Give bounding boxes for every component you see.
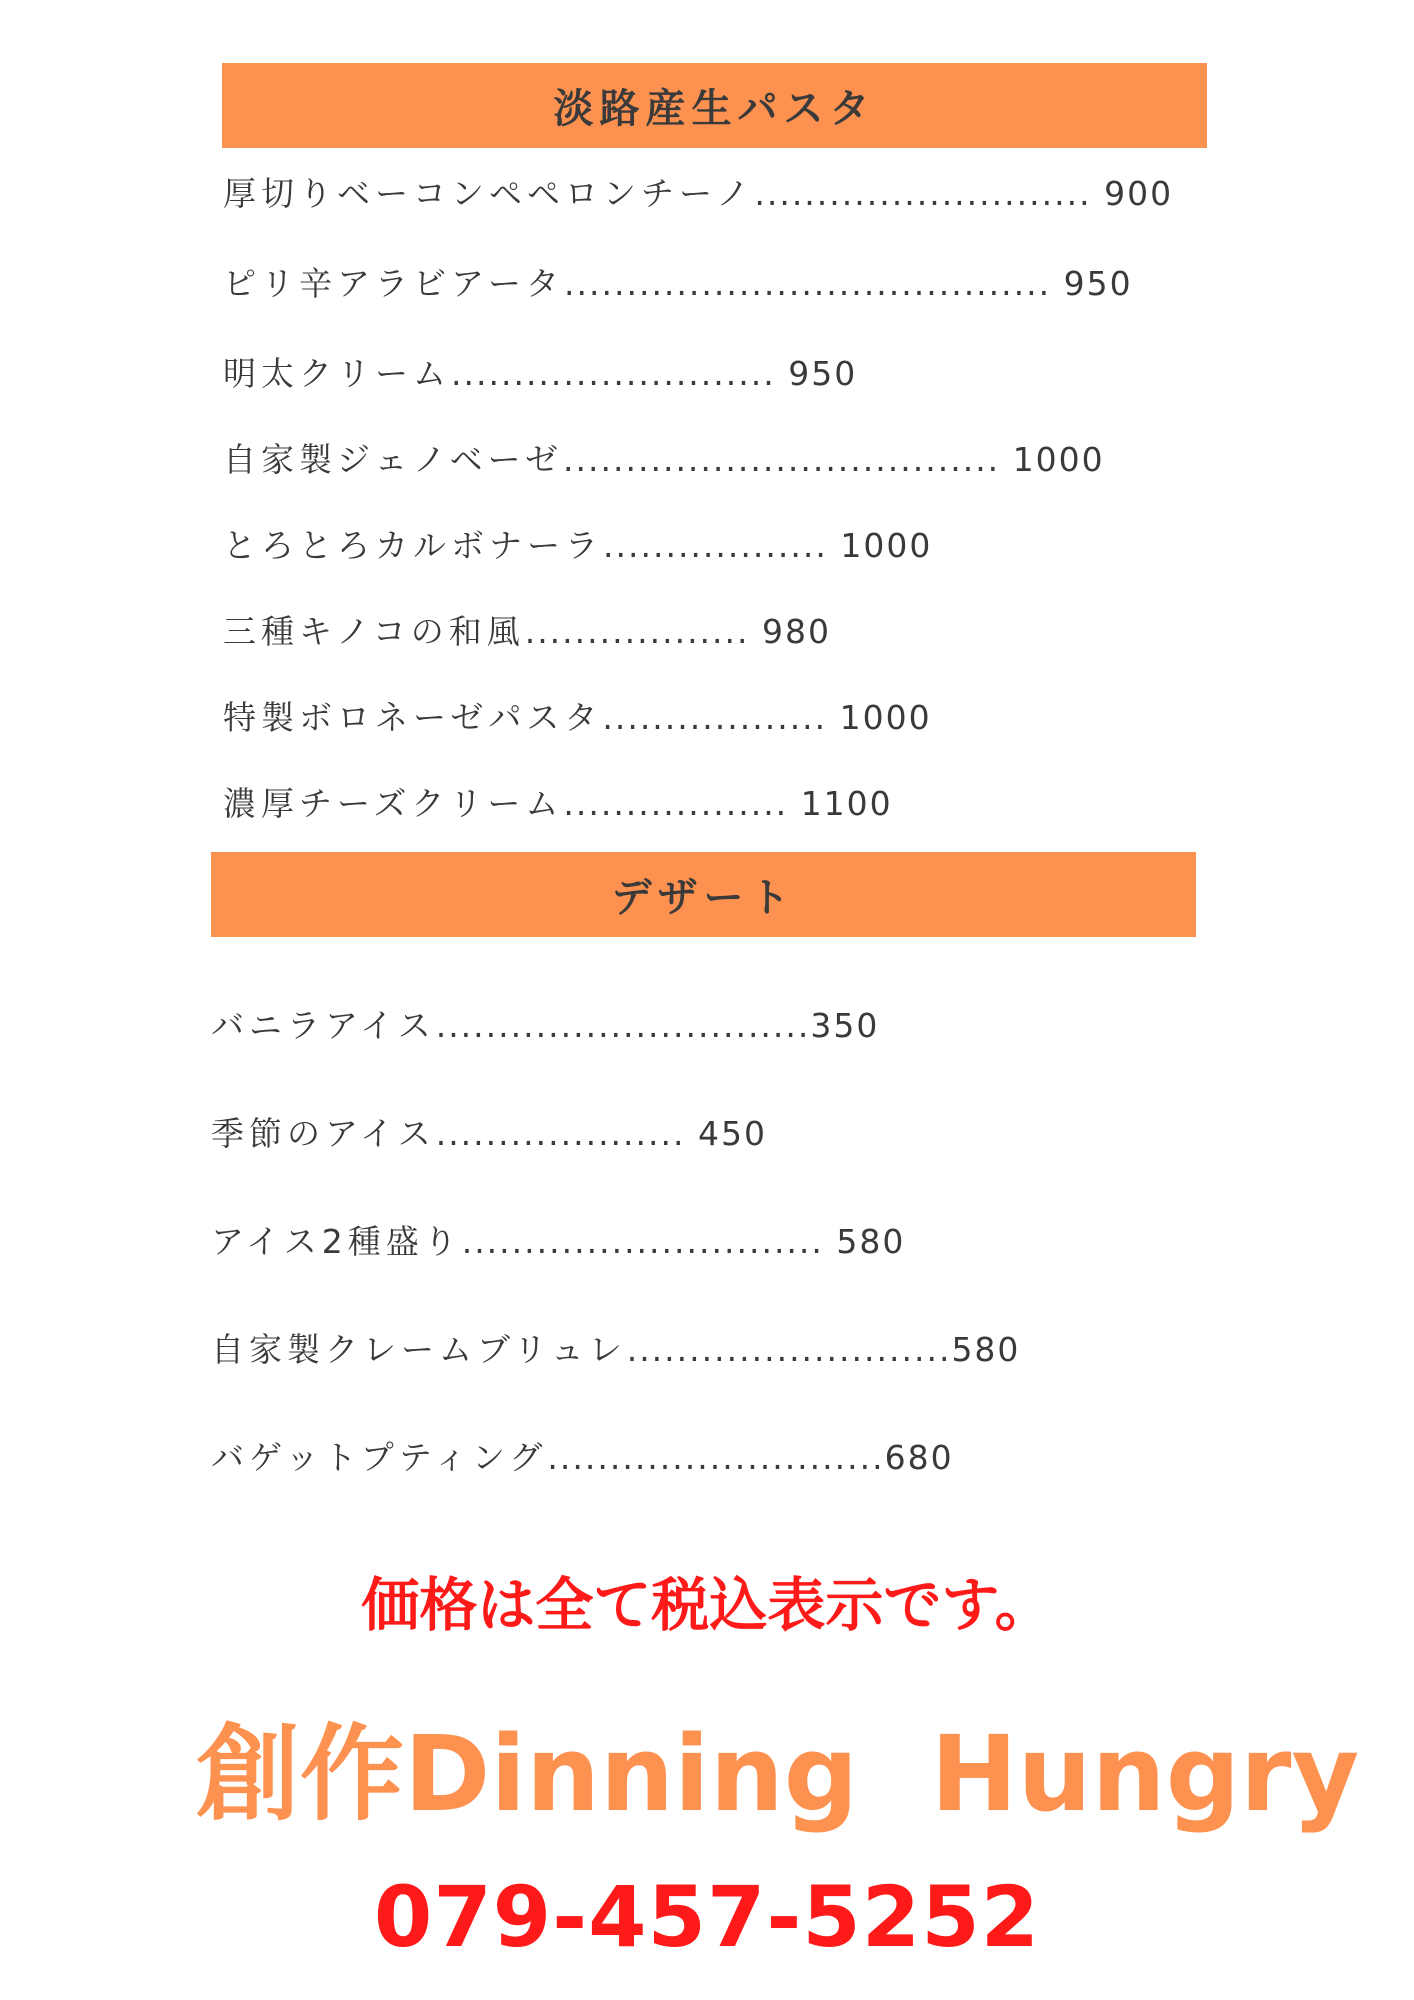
menu-item: [223, 692, 932, 739]
menu-item-price: 350: [810, 1006, 880, 1045]
leader-dots: .............................: [461, 1222, 824, 1261]
leader-dots: ..................: [602, 698, 828, 737]
menu-item: [211, 1432, 954, 1479]
menu-item-name: ピリ辛アラビアータ: [223, 264, 565, 303]
pasta-section-title: 淡路産生パスタ: [553, 86, 876, 132]
menu-item-name: 季節のアイス: [211, 1114, 436, 1153]
menu-item-price: 1000: [839, 698, 932, 737]
tax-notice: 価格は全て税込表示です。: [361, 1571, 1053, 1639]
menu-item: [223, 348, 857, 395]
menu-item: [223, 258, 1133, 305]
menu-item-name: とろとろカルボナーラ: [223, 526, 603, 565]
menu-item-name: 三種キノコの和風: [223, 612, 525, 651]
menu-item-name: 厚切りベーコンペペロンチーノ: [223, 174, 755, 213]
menu-item-price: 900: [1104, 174, 1174, 213]
menu-item-price: 980: [762, 612, 832, 651]
menu-item-name: アイス2種盛り: [211, 1222, 462, 1261]
menu-item-price: 450: [698, 1114, 767, 1153]
menu-item-name: 明太クリーム: [223, 354, 451, 393]
leader-dots: ...........................: [547, 1438, 885, 1477]
menu-item-price: 950: [1063, 264, 1133, 303]
leader-dots: ..............................: [435, 1006, 811, 1045]
menu-item-price: 1000: [1012, 440, 1105, 479]
menu-item: [223, 778, 893, 825]
menu-item: [223, 168, 1173, 215]
menu-item-price: 950: [788, 354, 858, 393]
leader-dots: ...................................: [563, 440, 1001, 479]
leader-dots: ..................: [524, 612, 750, 651]
menu-item-price: 1000: [840, 526, 933, 565]
leader-dots: .......................................: [564, 264, 1052, 303]
leader-dots: ..........................: [626, 1330, 952, 1369]
leader-dots: ..........................: [451, 354, 776, 393]
menu-item-name: バニラアイス: [211, 1006, 436, 1045]
menu-item-name: 自家製ジェノベーゼ: [223, 440, 564, 479]
menu-item-price: 680: [884, 1438, 954, 1477]
menu-item-name: バゲットプティング: [211, 1438, 548, 1477]
menu-item: [211, 1108, 767, 1155]
leader-dots: ...........................: [754, 174, 1092, 213]
menu-item-price: 1100: [800, 784, 893, 823]
menu-item-name: 自家製クレームブリュレ: [211, 1330, 627, 1369]
leader-dots: ..................: [603, 526, 828, 565]
menu-item-price: 580: [836, 1222, 906, 1261]
menu-item: [211, 1000, 879, 1047]
leader-dots: ..................: [563, 784, 789, 823]
dessert-section-title: デザート: [611, 875, 796, 921]
menu-item-price: 580: [951, 1330, 1021, 1369]
shop-name: 創作Dinning Hungry: [196, 1713, 1360, 1835]
dessert-section-header: [211, 852, 1196, 937]
menu-item: [211, 1216, 905, 1263]
menu-item: [223, 520, 932, 567]
menu-item: [223, 434, 1105, 481]
leader-dots: ....................: [435, 1114, 686, 1153]
phone-number: 079-457-5252: [373, 1868, 1041, 1966]
menu-item: [211, 1324, 1020, 1371]
menu-item-name: 特製ボロネーゼパスタ: [223, 698, 603, 737]
menu-item: [223, 606, 831, 653]
pasta-section-header: [222, 63, 1207, 148]
menu-item-name: 濃厚チーズクリーム: [223, 784, 564, 823]
